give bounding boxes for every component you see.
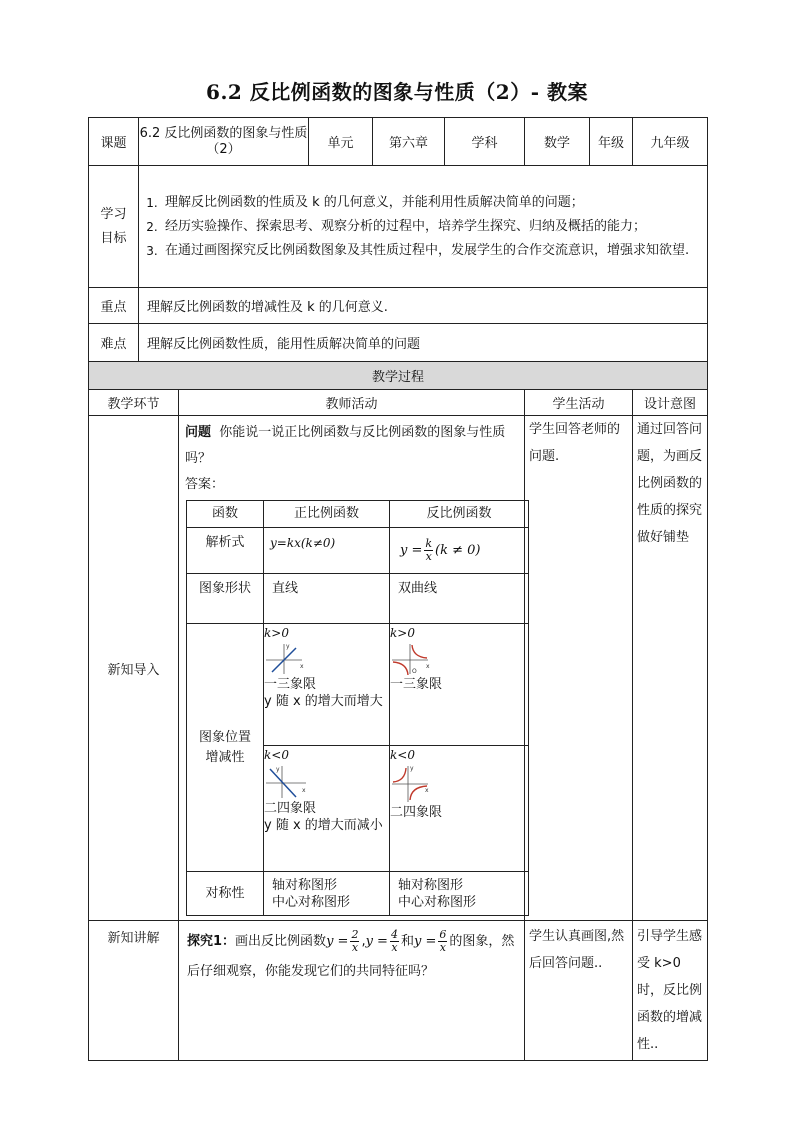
goal-item: 1. 理解反比例函数的性质及 k 的几何意义，并能利用性质解决简单的问题； [146,194,584,210]
svg-text:y: y [286,643,290,650]
shape-linear: 直线 [264,574,390,624]
sym-inverse: 轴对称图形 中心对称图形 [390,872,529,916]
key-label: 重点 [89,288,139,324]
linear-formula: y=kx(k≠0) [264,528,390,574]
formula-label: 解析式 [187,528,264,574]
shape-inverse: 双曲线 [390,574,529,624]
page-title: 6.2 反比例函数的图象与性质（2）- 教案 [206,80,588,104]
difficult-label: 难点 [89,324,139,362]
lesson-plan-table [88,117,708,1061]
teacher-activity-intro [179,416,525,921]
key-text: 理解反比例函数的增减性及 k 的几何意义. [139,288,708,324]
course-label: 课题 [89,118,139,166]
svg-text:x: x [425,787,429,794]
svg-text:x: x [300,663,304,670]
col-design: 设计意图 [633,390,708,416]
inverse-pos-cell: k>0 x O 一三象限 [390,624,529,746]
col-student: 学生活动 [525,390,633,416]
design-intent-explain: 引导学生感受 k>0 时，反比例函数的增减性.. [633,921,708,1061]
process-header: 教学过程 [89,362,708,390]
col-teacher: 教师活动 [179,390,525,416]
unit-value: 第六章 [373,118,445,166]
stage-intro: 新知导入 [89,416,179,921]
svg-text:O: O [412,668,417,675]
linear-neg-cell: k<0 x y 二四象限 y 随 x 的增大而减小 [264,746,390,872]
inverse-neg-cell: k<0 x y 二四象限 [390,746,529,872]
unit-label: 单元 [309,118,373,166]
svg-text:x: x [426,663,430,670]
svg-text:x: x [302,787,306,794]
student-activity-explain: 学生认真画图,然后回答问题.. [525,921,633,1061]
goals-label: 学习目标 [89,166,139,288]
linear-positive-graph-icon [264,642,304,676]
design-intent-intro: 通过回答问题，为画反比例函数的性质的探究做好铺垫 [633,416,708,921]
answer-label: 答案： [185,477,225,492]
symmetry-label: 对称性 [187,872,264,916]
shape-label: 图象形状 [187,574,264,624]
svg-text:y: y [276,766,280,773]
question-text: 你能说一说正比例函数与反比例函数的图象与性质吗？ [185,425,506,466]
subject-label: 学科 [445,118,525,166]
linear-neg-text: 二四象限 y 随 x 的增大而减小 [264,801,383,833]
student-activity-intro: 学生回答老师的问题. [525,416,633,921]
grade-value: 九年级 [633,118,708,166]
col-stage: 教学环节 [89,390,179,416]
linear-negative-graph-icon [264,764,308,800]
question-label: 问题 [185,425,212,440]
course-value: 6.2 反比例函数的图象与性质（2） [139,118,309,166]
goal-item: 2. 经历实验操作、探索思考、观察分析的过程中，培养学生探究、归纳及概括的能力； [146,218,647,234]
difficult-text: 理解反比例函数性质，能用性质解决简单的问题 [139,324,708,362]
teacher-activity-explain: 探究1：画出反比例函数y = $\frac{2}{x}$ ,y = $\frac{4}{x}$ 和y = $\frac{6}{x}$ 的图象，然后仔细观察，你能发现它们的共同特征吗？ [179,921,525,1061]
inverse-formula: y = $\frac{k}{x}$ (k ≠ 0) [390,528,529,574]
th-linear: 正比例函数 [264,501,390,528]
position-label: 图象位置增减性 [187,624,264,872]
comparison-table [186,500,529,916]
goal-item: 3. 在通过画图探究反比例函数图象及其性质过程中，发展学生的合作交流意识，增强求知欲望. [146,242,690,258]
inverse-negative-graph-icon [390,764,430,804]
svg-text:y: y [410,765,414,772]
linear-pos-cell: k>0 x y 一三象限 y 随 x 的增大而增大 [264,624,390,746]
grade-label: 年级 [590,118,633,166]
explore-label: 探究1： [187,934,236,949]
linear-pos-text: 一三象限 y 随 x 的增大而增大 [264,677,383,709]
sym-linear: 轴对称图形 中心对称图形 [264,872,390,916]
stage-explain: 新知讲解 [89,921,179,1061]
th-function: 函数 [187,501,264,528]
goals-list [139,166,708,288]
inverse-neg-text: 二四象限 [390,805,443,820]
subject-value: 数学 [525,118,590,166]
th-inverse: 反比例函数 [390,501,529,528]
inverse-positive-graph-icon [390,642,430,676]
inverse-pos-text: 一三象限 [390,677,443,692]
